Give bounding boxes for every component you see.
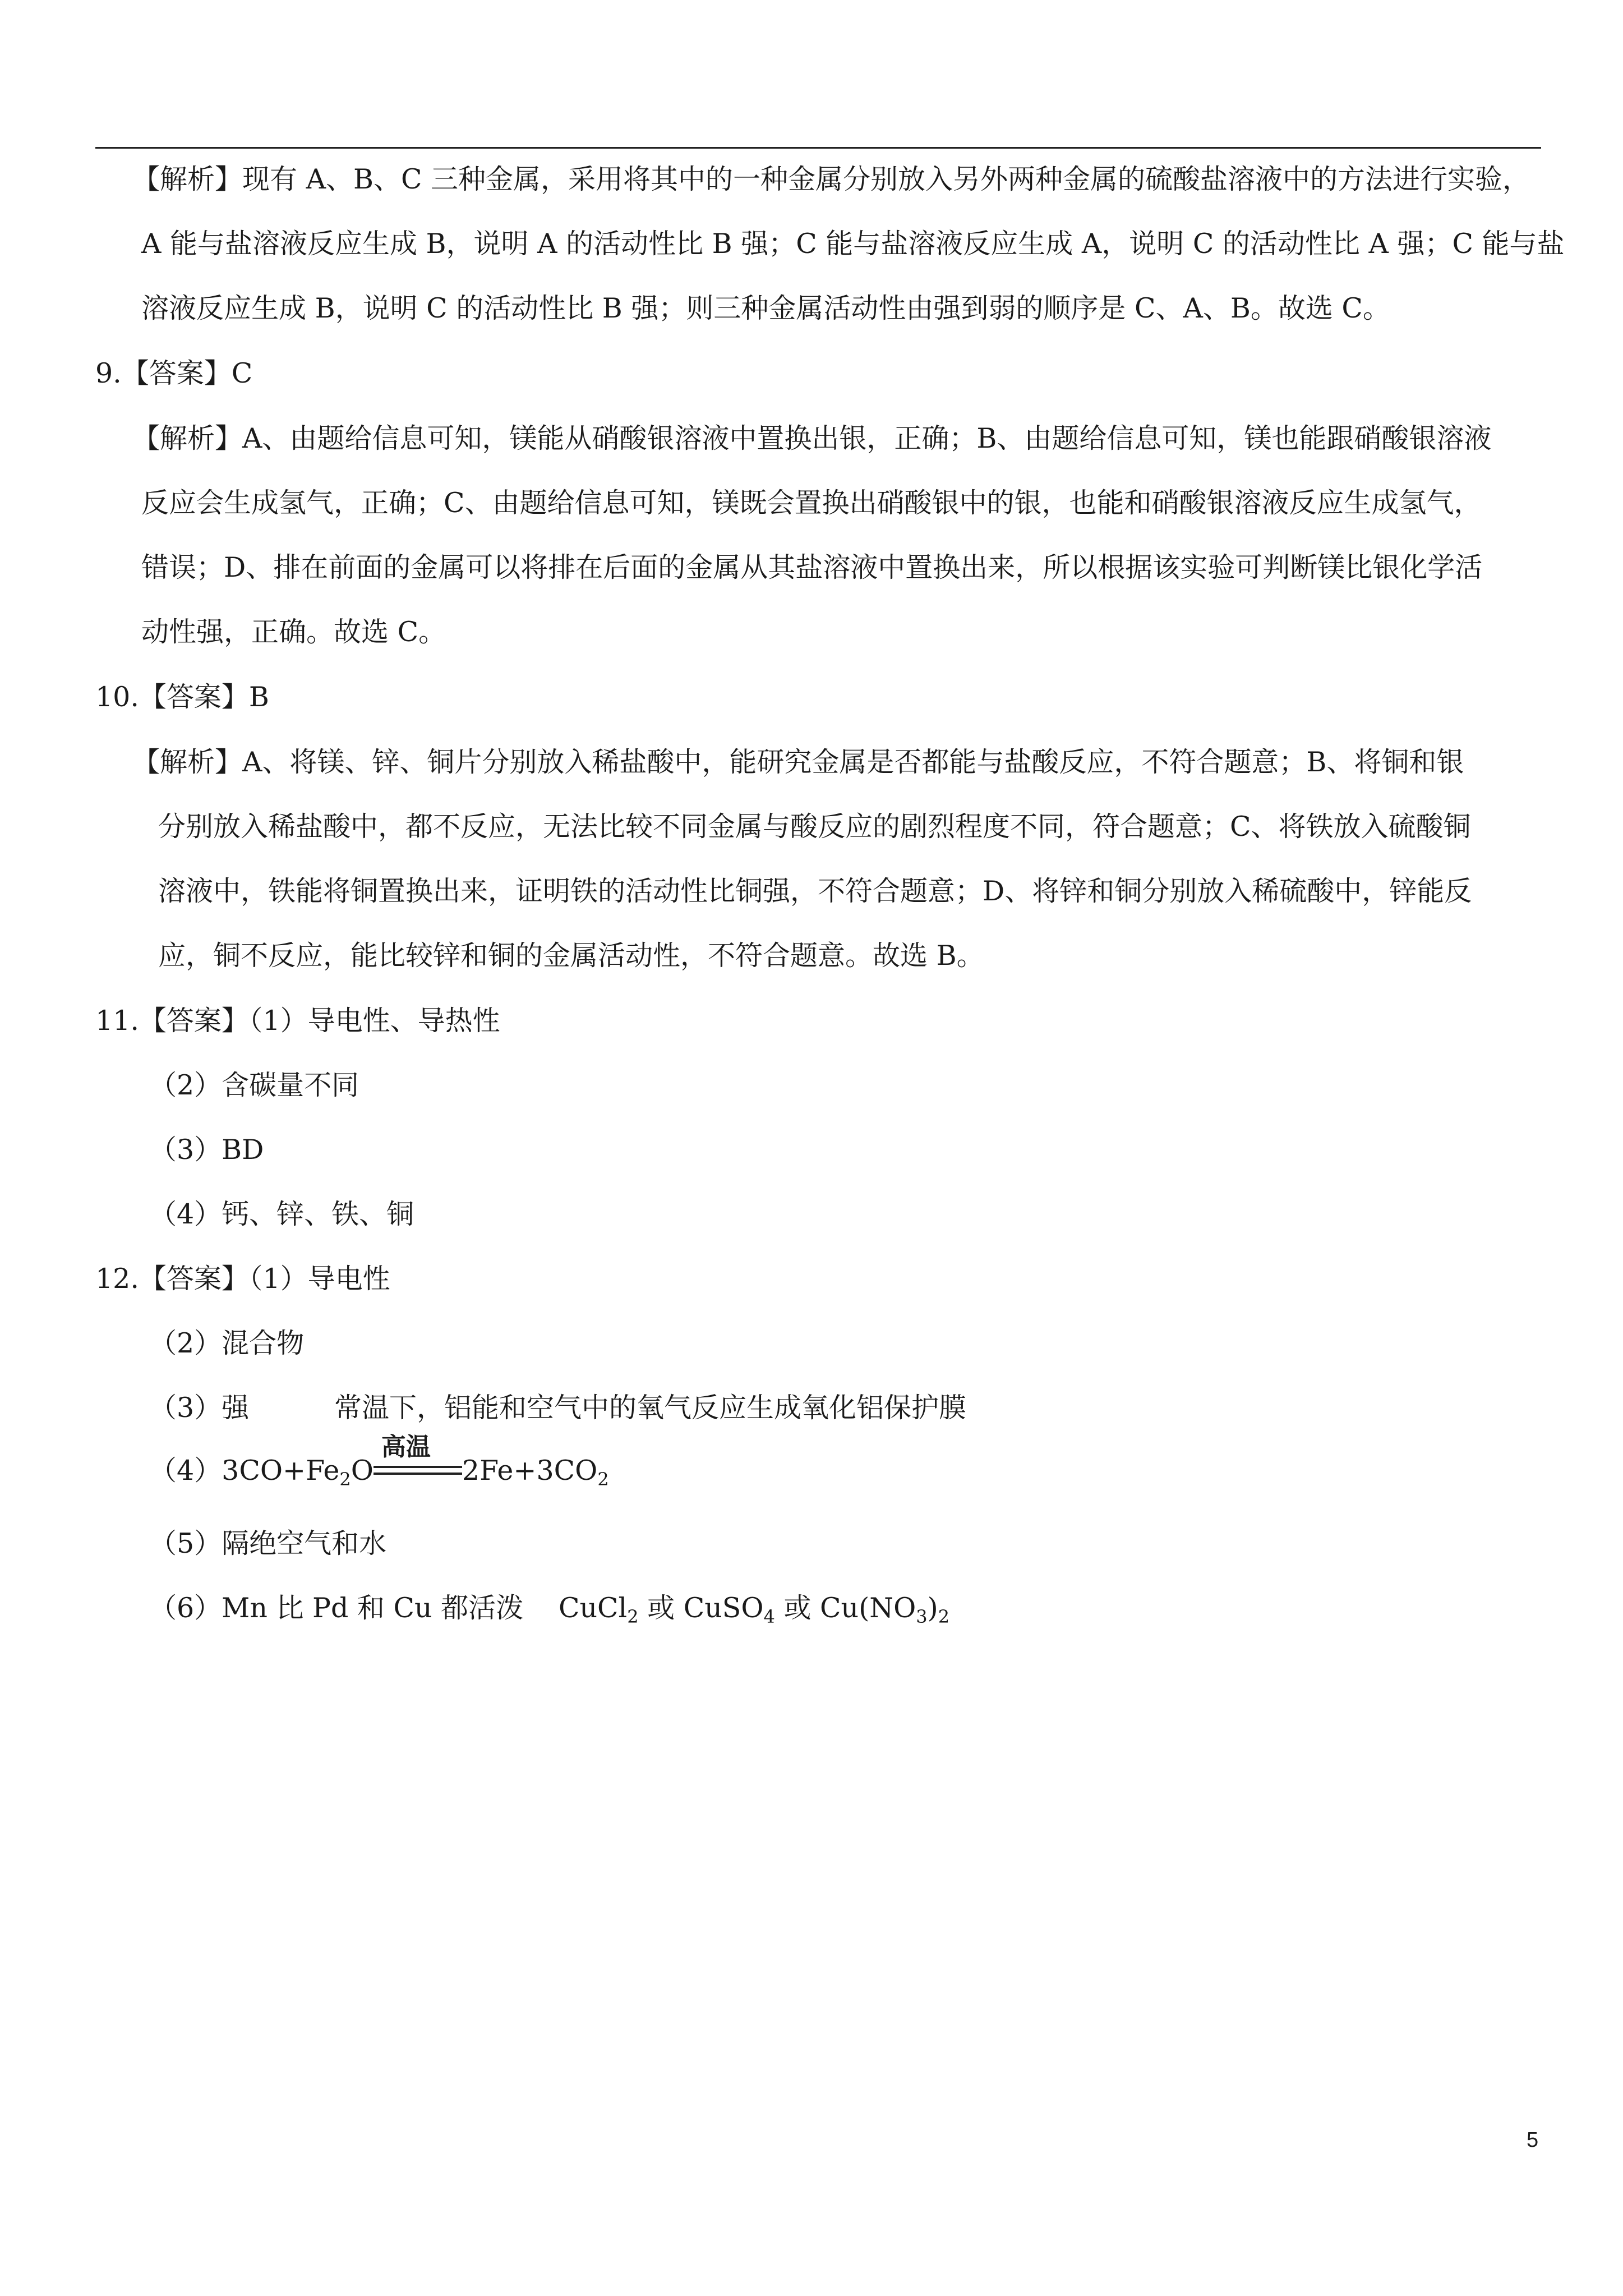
q9-analysis-line-4: 动性强，正确。故选 C。 (141, 616, 446, 648)
equals-bar-bottom (374, 1473, 462, 1475)
equation-subscript: 2 (597, 1469, 609, 1490)
page-number: 5 (1527, 2128, 1539, 2152)
equation-reactants: （4）3CO+Fe (149, 1455, 340, 1487)
formula-subscript: 2 (627, 1606, 639, 1627)
equation-products: 2Fe+3CO (462, 1455, 598, 1487)
q12-item-6-answer: （6）Mn 比 Pd 和 Cu 都活泼 (149, 1592, 524, 1624)
q11-item-2: （2）含碳量不同 (149, 1069, 359, 1101)
formula-subscript: 4 (763, 1606, 775, 1627)
q12-item-4-equation (149, 1433, 609, 1496)
q12-item-6-formulas (559, 1591, 949, 1634)
reaction-condition: 高温 (381, 1433, 431, 1461)
q12-answer: 12.【答案】（1）导电性 (95, 1263, 390, 1295)
formula-text: ) (927, 1592, 938, 1624)
q8-analysis-line-1: 【解析】现有 A、B、C 三种金属，采用将其中的一种金属分别放入另外两种金属的硫酸盐溶液中的方法进行实验， (132, 163, 1530, 195)
q11-item-4: （4）钙、锌、铁、铜 (149, 1198, 414, 1230)
header-rule (95, 147, 1541, 149)
q12-item-3-answer: （3）强 (149, 1392, 250, 1424)
q9-analysis-line-3: 错误；D、排在前面的金属可以将排在后面的金属从其盐溶液中置换出来，所以根据该实验可判断镁比银化学活 (141, 551, 1483, 583)
q9-answer: 9.【答案】C (95, 357, 253, 389)
q10-analysis-line-4: 应，铜不反应，能比较锌和铜的金属活动性，不符合题意。故选 B。 (158, 940, 984, 972)
q10-analysis-line-1: 【解析】A、将镁、锌、铜片分别放入稀盐酸中，能研究金属是否都能与盐酸反应，不符合题意；B、将铜和银 (132, 746, 1464, 778)
equals-bar-top (374, 1466, 462, 1468)
q9-analysis-line-2: 反应会生成氢气，正确；C、由题给信息可知，镁既会置换出硝酸银中的银，也能和硝酸银溶液反应生成氢气， (141, 487, 1482, 519)
formula-text: 或 CuSO (638, 1592, 764, 1624)
formula-text: CuCl (559, 1592, 628, 1624)
formula-subscript: 2 (938, 1606, 950, 1627)
q10-analysis-line-3: 溶液中，铁能将铜置换出来，证明铁的活动性比铜强，不符合题意；D、将锌和铜分别放入稀硫酸中，锌能反 (158, 875, 1472, 907)
q10-analysis-line-2: 分别放入稀盐酸中，都不反应，无法比较不同金属与酸反应的剧烈程度不同，符合题意；C、将铁放入硫酸铜 (158, 811, 1471, 843)
q12-item-3-reason: 常温下，铝能和空气中的氧气反应生成氧化铝保护膜 (334, 1392, 967, 1424)
q11-item-3: （3）BD (149, 1134, 264, 1166)
formula-subscript: 3 (916, 1606, 928, 1627)
q12-item-5: （5）隔绝空气和水 (149, 1527, 387, 1559)
q11-answer: 11.【答案】（1）导电性、导热性 (95, 1005, 500, 1037)
q12-item-2: （2）混合物 (149, 1327, 305, 1359)
equation-subscript: 2 (339, 1469, 351, 1490)
q8-analysis-line-2: A 能与盐溶液反应生成 B，说明 A 的活动性比 B 强；C 能与盐溶液反应生成 A，说明 C 的活动性比 A 强；C 能与盐 (141, 228, 1565, 260)
q8-analysis-line-3: 溶液反应生成 B，说明 C 的活动性比 B 强；则三种金属活动性由强到弱的顺序是 C、A、B。故选 C。 (141, 292, 1390, 324)
equation-reactants-end: O (351, 1455, 374, 1487)
formula-text: 或 Cu(NO (774, 1592, 916, 1624)
reaction-arrow (374, 1433, 462, 1488)
q9-analysis-line-1: 【解析】A、由题给信息可知，镁能从硝酸银溶液中置换出银，正确；B、由题给信息可知，镁也能跟硝酸银溶液 (132, 422, 1492, 454)
q10-answer: 10.【答案】B (95, 681, 269, 713)
